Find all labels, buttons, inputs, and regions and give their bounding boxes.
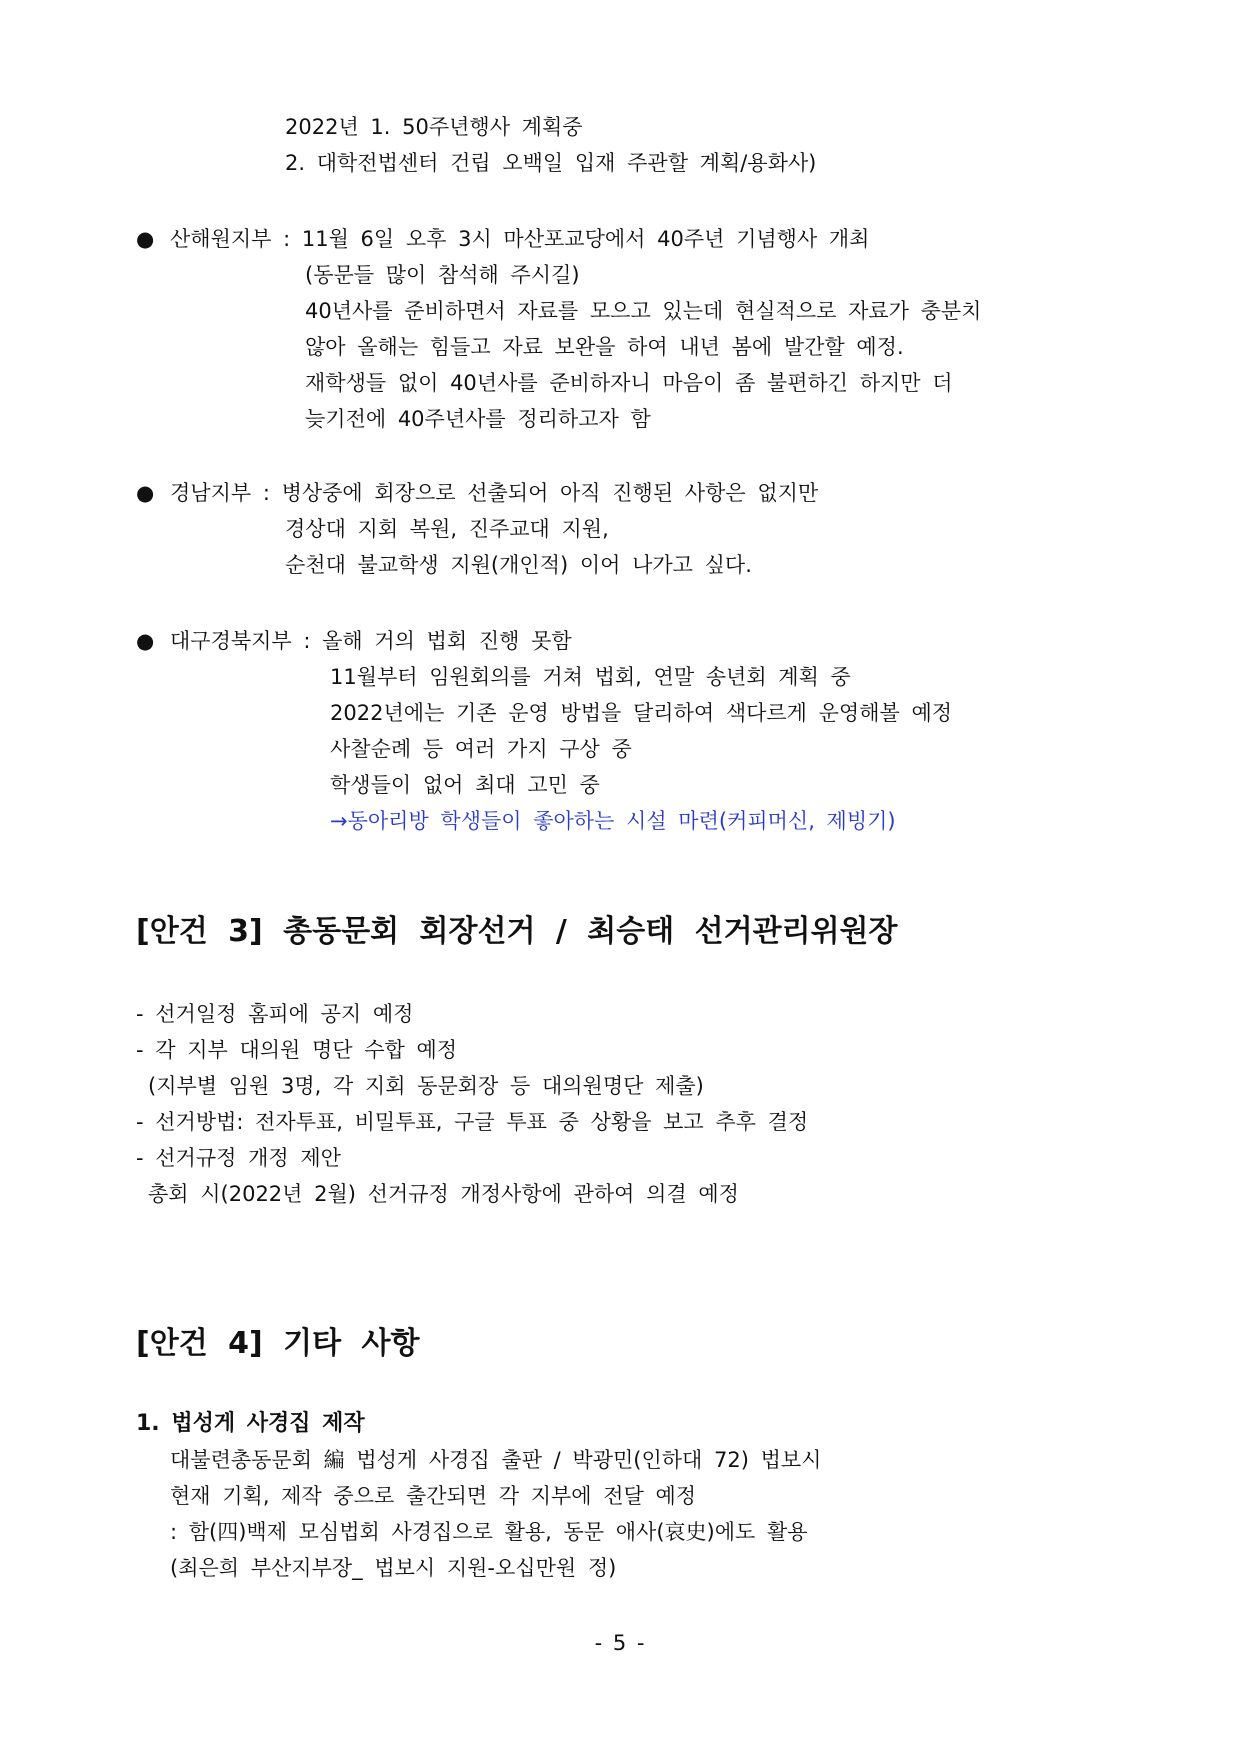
- top-line-1: 2022년 1. 50주년행사 계획중: [285, 115, 583, 139]
- daegu-head: 대구경북지부 : 올해 거의 법회 진행 못함: [170, 629, 572, 653]
- daegu-line: 학생들이 없어 최대 고민 중: [330, 773, 600, 797]
- bullet-icon: ●: [136, 227, 155, 251]
- agenda-4-item-1-line: 대불련총동문회 編 법성게 사경집 출판 / 박광민(인하대 72) 법보시: [170, 1448, 822, 1472]
- agenda-4-item-1-title: 1. 법성게 사경집 제작: [136, 1411, 365, 1436]
- sanhaewon-line: 재학생들 없이 40년사를 준비하자니 마음이 좀 불편하긴 하지만 더: [305, 371, 953, 395]
- daegu-line: 2022년에는 기존 운영 방법을 달리하여 색다르게 운영해볼 예정: [330, 701, 953, 725]
- top-line-2: 2. 대학전법센터 건립 오백일 입재 주관할 계획/용화사): [285, 151, 817, 175]
- sanhaewon-line: 늦기전에 40주년사를 정리하고자 함: [305, 407, 651, 431]
- page-number: - 5 -: [594, 1631, 645, 1655]
- agenda-3-line: - 각 지부 대의원 명단 수합 예정: [136, 1038, 458, 1062]
- gyeongnam-line: 경상대 지회 복원, 진주교대 지원,: [285, 517, 609, 541]
- daegu-highlight: →동아리방 학생들이 좋아하는 시설 마련(커피머신, 제빙기): [330, 809, 896, 833]
- agenda-3-line: 총회 시(2022년 2월) 선거규정 개정사항에 관하여 의결 예정: [148, 1182, 739, 1206]
- gyeongnam-line: 순천대 불교학생 지원(개인적) 이어 나가고 싶다.: [285, 553, 752, 577]
- agenda-3-line: - 선거일정 홈피에 공지 예정: [136, 1002, 414, 1026]
- sanhaewon-line: 않아 올해는 힘들고 자료 보완을 하여 내년 봄에 발간할 예정.: [305, 335, 904, 359]
- sanhaewon-head: 산해원지부 : 11월 6일 오후 3시 마산포교당에서 40주년 기념행사 개최: [170, 227, 870, 251]
- agenda-4-title: [안건 4] 기타 사항: [136, 1326, 420, 1361]
- daegu-line: 사찰순례 등 여러 가지 구상 중: [330, 737, 632, 761]
- bullet-icon: ●: [136, 481, 155, 505]
- sanhaewon-line: 40년사를 준비하면서 자료를 모으고 있는데 현실적으로 자료가 충분치: [305, 299, 982, 323]
- agenda-3-line: - 선거규정 개정 제안: [136, 1146, 341, 1170]
- bullet-icon: ●: [136, 629, 155, 653]
- agenda-3-line: (지부별 임원 3명, 각 지회 동문회장 등 대의원명단 제출): [148, 1074, 704, 1098]
- agenda-4-item-1-line: 현재 기획, 제작 중으로 출간되면 각 지부에 전달 예정: [170, 1484, 697, 1508]
- agenda-4-item-1-line: : 함(四)백제 모심법회 사경집으로 활용, 동문 애사(哀史)에도 활용: [170, 1520, 808, 1544]
- agenda-3-title: [안건 3] 총동문회 회장선거 / 최승태 선거관리위원장: [136, 914, 898, 949]
- daegu-line: 11월부터 임원회의를 거쳐 법회, 연말 송년회 계획 중: [330, 665, 851, 689]
- agenda-4-item-1-line: (최은희 부산지부장_ 법보시 지원-오십만원 정): [170, 1556, 617, 1580]
- sanhaewon-line: (동문들 많이 참석해 주시길): [305, 263, 580, 287]
- gyeongnam-head: 경남지부 : 병상중에 회장으로 선출되어 아직 진행된 사항은 없지만: [170, 481, 819, 505]
- agenda-3-line: - 선거방법: 전자투표, 비밀투표, 구글 투표 중 상황을 보고 추후 결정: [136, 1110, 809, 1134]
